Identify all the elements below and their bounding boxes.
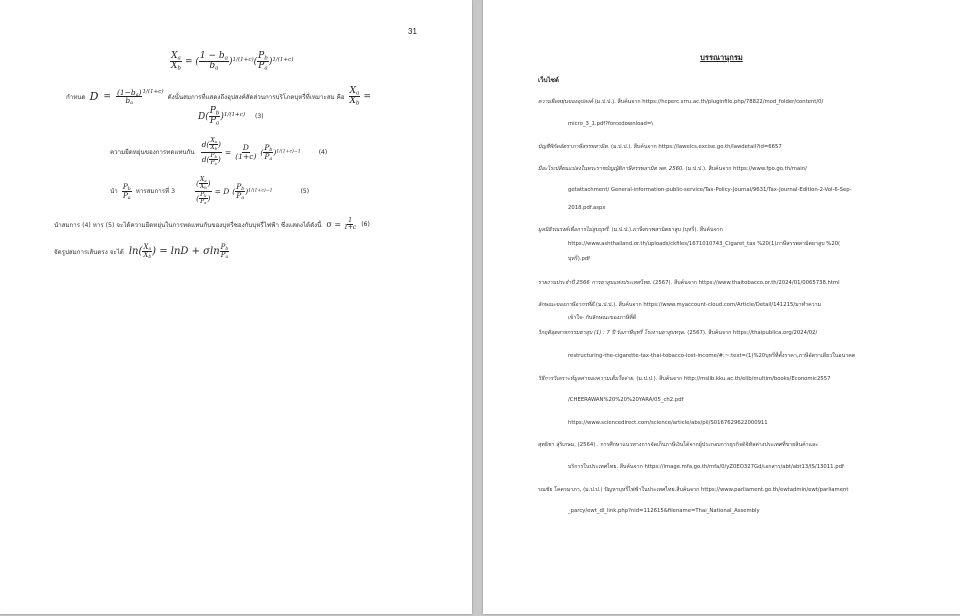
reference-line: https://www.ashthailand.or.th/uploads/ckfiles/1671010743_Cigaret_tax %20(1)ภาษีสรรพสามิตยาสูบ %20( xyxy=(568,241,841,247)
websites-subtitle: เว็บไซต์ xyxy=(538,77,559,84)
reference-line: รายงานประจำปี 2566 การยาสูบแห่งประเทศไทย. (2567). สืบค้นจาก https://www.thaitobacco.or.th/2024/01/0065738.html xyxy=(538,280,840,286)
equation-4: ความยืดหยุ่นของการทดแทนกัน d( $\frac{X_a}{X_b}$ ) d( $\frac{P_b}{P_a}$ ) = $\frac{D}{(1+c)}$ ( $\frac{P_b}{P_a}$ )$^{1/(1+c)-1}$ (4) xyxy=(110,137,328,166)
reference-line: _parcy/ewt_dl_link.php?nid=112615&filename=Thai_National_Assembly xyxy=(568,508,760,514)
definition-D: กำหนด D = $\frac{(1-b_a)}{b_a}$ $^{1/(1+c)}$ ดังนั้นสมการที่แสดงถึงอุปสงค์สัดส่วนการบริโภคบุหรี่ที่เหมาะสม คือ $\frac{X_a}{X_b}$ = xyxy=(66,86,372,107)
reference-line: ลักษณะของภาษีอากรที่ดี.(ม.ป.ป.). สืบค้นจาก https://www.myaccount-cloud.com/Article/Detail/141215/มาทำความ xyxy=(538,302,822,308)
reference-line: บริการในประเทศไทย. สืบค้นจาก https://image.mfa.go.th/mfa/0/yZ0EO327Gd/เอกสาร/abt/abt13/IS/13011.pdf xyxy=(568,464,844,470)
reference-line: /CHEERAWAN%20%20%20YARA/05_ch2.pdf xyxy=(568,397,684,403)
reference-line: บุหรี่).pdf xyxy=(568,256,591,262)
reference-line: บัญชีพิกัดอัตราภาษีสรรพสามิต. (ม.ป.ป.). สืบค้นจาก https://lawelcs.excise.go.th/lawdetail?id=6657 xyxy=(538,144,782,150)
reference-line: วิธีการวิเคราะห์มูลค่าของความเต็มใจจ่าย. (ม.ป.ป.). สืบค้นจาก http://mslib.kku.ac.th/elib/multim/books/Economic2557 xyxy=(538,376,831,382)
reference-line: มีอะไรเปลี่ยนแปลงในพระราชบัญญัติภาษีสรรพสามิต พศ. 2560. (ม.ป.ป.). สืบค้นจาก https://www.fpo.go.th/main/ xyxy=(538,166,807,172)
bibliography-title: บรรณานุกรม xyxy=(700,53,743,62)
page-number: 31 xyxy=(408,27,417,36)
equation-3: D( $\frac{P_b}{P_a}$ )$^{1/(1+c)}$ (3) xyxy=(198,106,264,127)
equation-1: $\frac{X_a}{X_b}$ = ( $\frac{1 - b_a}{b_a}$ )$^{1/(1+c)}$( $\frac{P_b}{P_a}$ )$^{1/(1+c)}$ xyxy=(171,51,294,72)
left-page xyxy=(0,0,472,614)
reference-line: เข้าใจ- กับลักษณะของภาษีที่ดี xyxy=(568,315,637,321)
reference-line: restructuring-the-cigarette-tax-thai-tobacco-lost-income/#:~:text=(1)%20บุหรี่ที่ตั้งราคา,ภาษีอัตราเดียวในอนาคต xyxy=(568,353,856,359)
reference-line: วิกฤติอุตสาหกรรมยาสูบ (1) : 7 ปี ร้อภาษีบุหรี่ โรงงานยาสูบทรุด. (2567). สืบค้นจาก https://thaipublica.org/2024/02/ xyxy=(538,330,818,336)
right-page xyxy=(483,0,960,614)
reference-line: 2018.pdf.aspx xyxy=(568,205,606,211)
equation-6: นำสมการ (4) หาร (5) จะได้ความยืดหยุ่นในการทดแทนกันของบุหรี่ซองกับบุหรี่ไฟฟ้า ซึ่งแสดงได้ดังนี้ σ = $\frac{1}{1+c}$ (6) xyxy=(54,217,370,232)
reference-line: รณชัย โคตรมาภา, (ม.ป.ป.) ปัญหาบุหรี่ไฟฟ้าในประเทศไทย.สืบค้นจาก https://www.parliament.go.th/ewtadmin/ewt/parliament xyxy=(538,487,849,493)
reference-line: ความยืดหยุ่นของอุปสงค์ (ม.ป.ป.). สืบค้นจาก https://hcperc.srru.ac.th/pluginfile.php/78822/mod_folder/content/0/ xyxy=(538,99,824,105)
equation-5: นำ $\frac{P_b}{P_a}$ หารสมการที่ 3 ( $\frac{X_a}{X_b}$ ) ( $\frac{P_b}{P_a}$ ) = D ( $\frac{P_b}{P_a}$ )$^{1/(1+c)-1}$ (5) xyxy=(110,176,310,205)
reference-line: micro_3_1.pdf?forcedownload=\ xyxy=(568,121,654,127)
reference-line: สุทธิชา สุริเกษม, (2564) . การศึกษาแนวทางการจัดเก็บภาษีเงินได้จากผู้ประกอบการธุรกิจดิจิทัลต่างประเทศที่ขายสินค้าและ xyxy=(538,442,819,448)
equation-7: จัดรูปสมการเส้นตรง จะได้ ln( $\frac{X_a}{X_b}$ ) = lnD + σln $\frac{P_b}{P_a}$ xyxy=(54,243,229,261)
reference-line: มูลนิธิรณรงค์เพื่อการไม่สูบบุหรี่. (ม.ป.ป.).ภาษีสรรพสามิตยาสูบ (บุหรี่). สืบค้นจาก xyxy=(538,227,723,233)
reference-line: getattachment/ General-information-public-service/Tax-Policy-Journal/9631/Tax-Journal-Edition-2-Vol-6-Sep- xyxy=(568,187,852,193)
reference-line: https://www.sciencedirect.com/science/article/abs/pii/S0167629622000911 xyxy=(568,420,768,426)
